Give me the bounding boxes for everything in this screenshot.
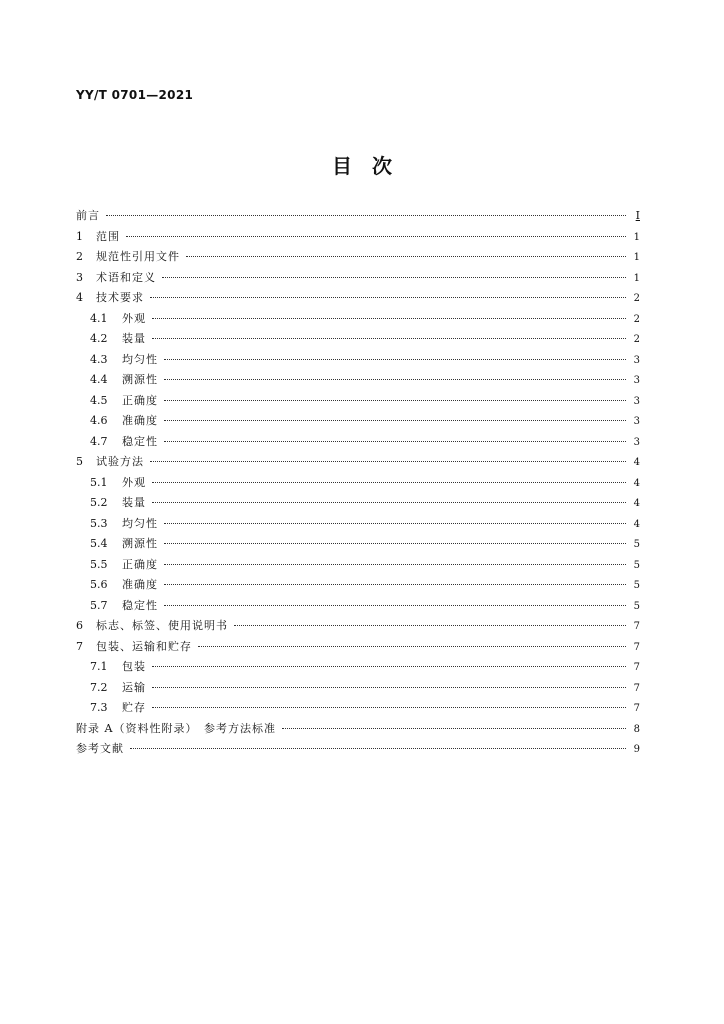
toc-entry-number: 6 (76, 619, 83, 632)
toc-entry-number: 4.4 (90, 373, 108, 386)
toc-dot-leader (164, 441, 626, 442)
toc-entry-label: 前言 (76, 209, 100, 222)
toc-entry[interactable] (76, 473, 640, 494)
toc-entry-label: 外观 (122, 475, 146, 489)
toc-entry[interactable] (76, 370, 640, 391)
toc-dot-leader (186, 256, 626, 257)
toc-entry-number: 4.7 (90, 434, 108, 448)
toc-entry[interactable] (76, 616, 640, 637)
toc-entry-page-number: 2 (633, 334, 640, 345)
toc-entry-page-number: 7 (633, 641, 640, 653)
toc-entry[interactable] (76, 206, 640, 227)
toc-dot-leader (152, 338, 626, 339)
toc-entry-number: 5.6 (90, 578, 108, 591)
toc-entry-label: 运输 (122, 680, 146, 694)
toc-entry[interactable] (76, 596, 640, 617)
toc-dot-leader (152, 318, 626, 319)
toc-dot-leader (162, 277, 626, 278)
toc-entry-number: 5 (76, 455, 83, 468)
toc-dot-leader (152, 687, 626, 688)
toc-entry-label: 试验方法 (96, 455, 144, 468)
toc-entry[interactable] (76, 555, 640, 576)
toc-entry-label: 均匀性 (122, 516, 158, 530)
toc-entry-label: 稳定性 (122, 434, 158, 448)
toc-entry-page-number: 1 (633, 272, 640, 284)
toc-entry-page-number: 5 (633, 580, 640, 591)
toc-entry[interactable] (76, 452, 640, 473)
toc-entry-page-number: 2 (633, 313, 640, 325)
toc-dot-leader (126, 236, 626, 237)
toc-entry-label: 技术要求 (96, 291, 144, 304)
toc-entry[interactable] (76, 698, 640, 719)
toc-entry[interactable] (76, 534, 640, 555)
toc-dot-leader (164, 400, 626, 401)
toc-entry[interactable] (76, 309, 640, 330)
toc-entry[interactable] (76, 575, 640, 596)
toc-entry-page-number: 9 (633, 744, 640, 755)
toc-entry[interactable] (76, 411, 640, 432)
toc-entry-page-number: 5 (633, 600, 640, 612)
toc-entry-label: 正确度 (122, 393, 158, 407)
toc-entry[interactable] (76, 493, 640, 514)
toc-entry-label: 术语和定义 (96, 270, 156, 284)
toc-entry-page-number: 4 (633, 518, 640, 530)
toc-dot-leader (198, 646, 626, 647)
toc-dot-leader (234, 625, 626, 626)
toc-entry-number: 7.3 (90, 701, 108, 714)
toc-entry-label: 标志、标签、使用说明书 (96, 619, 228, 632)
toc-entry-page-number: 4 (633, 498, 640, 509)
toc-entry-number: 5.4 (90, 537, 108, 550)
toc-entry-number: 7.1 (90, 660, 108, 673)
toc-entry-page-number: 3 (633, 354, 640, 366)
toc-entry-label: 均匀性 (122, 352, 158, 366)
toc-entry-label: 附录 A（资料性附录） 参考方法标准 (76, 721, 276, 735)
toc-dot-leader (164, 379, 626, 380)
toc-entry-page-number: 3 (633, 416, 640, 427)
toc-entry-label: 参考文献 (76, 742, 124, 755)
toc-entry-label: 外观 (122, 311, 146, 325)
document-code: YY/T 0701—2021 (76, 88, 194, 102)
toc-entry[interactable] (76, 678, 640, 699)
toc-entry-page-number: 7 (633, 662, 640, 673)
toc-dot-leader (150, 297, 626, 298)
toc-entry[interactable] (76, 514, 640, 535)
toc-entry-page-number: 7 (633, 621, 640, 632)
toc-entry-page-number: 5 (633, 539, 640, 550)
toc-entry-label: 包装 (122, 660, 146, 673)
table-of-contents (76, 206, 640, 760)
toc-entry-number: 3 (76, 270, 83, 284)
toc-entry-label: 正确度 (122, 557, 158, 571)
toc-entry[interactable] (76, 288, 640, 309)
toc-entry[interactable] (76, 391, 640, 412)
toc-entry-number: 4.5 (90, 393, 108, 407)
toc-entry-label: 装量 (122, 332, 146, 345)
toc-entry-page-number: 7 (633, 682, 640, 694)
toc-entry-number: 7 (76, 639, 83, 653)
toc-dot-leader (152, 707, 626, 708)
toc-dot-leader (152, 502, 626, 503)
toc-dot-leader (164, 564, 626, 565)
toc-entry-label: 范围 (96, 229, 120, 243)
toc-entry-label: 溯源性 (122, 537, 158, 550)
toc-entry-page-number: 3 (633, 375, 640, 386)
toc-entry-label: 贮存 (122, 701, 146, 714)
toc-dot-leader (164, 523, 626, 524)
toc-dot-leader (152, 666, 626, 667)
toc-entry-label: 规范性引用文件 (96, 250, 180, 263)
toc-entry-label: 包装、运输和贮存 (96, 639, 192, 653)
toc-entry[interactable] (76, 350, 640, 371)
toc-entry-number: 5.5 (90, 557, 108, 571)
toc-dot-leader (164, 359, 626, 360)
toc-entry[interactable] (76, 657, 640, 678)
toc-entry-number: 4 (76, 291, 83, 304)
toc-dot-leader (164, 543, 626, 544)
toc-dot-leader (152, 482, 626, 483)
toc-entry[interactable] (76, 329, 640, 350)
toc-entry-label: 准确度 (122, 414, 158, 427)
toc-dot-leader (164, 584, 626, 585)
toc-entry-number: 4.2 (90, 332, 108, 345)
toc-entry-page-number: 2 (633, 293, 640, 304)
toc-entry[interactable] (76, 268, 640, 289)
toc-dot-leader (106, 215, 626, 216)
toc-entry-page-number: 7 (633, 703, 640, 714)
toc-entry-page-number: 1 (633, 231, 640, 243)
toc-entry-number: 4.1 (90, 311, 108, 325)
toc-entry[interactable] (76, 637, 640, 658)
toc-entry[interactable] (76, 227, 640, 248)
toc-dot-leader (164, 605, 626, 606)
toc-entry-number: 2 (76, 250, 83, 263)
toc-entry-page-number: Ⅰ (635, 209, 640, 222)
toc-entry-label: 稳定性 (122, 598, 158, 612)
toc-entry-page-number: 8 (633, 723, 640, 735)
toc-entry-label: 装量 (122, 496, 146, 509)
toc-dot-leader (164, 420, 626, 421)
toc-entry-number: 5.1 (90, 475, 108, 489)
toc-dot-leader (150, 461, 626, 462)
toc-dot-leader (282, 728, 626, 729)
toc-entry-label: 溯源性 (122, 373, 158, 386)
toc-entry-number: 4.3 (90, 352, 108, 366)
toc-entry-number: 5.2 (90, 496, 108, 509)
toc-entry-page-number: 4 (633, 457, 640, 468)
toc-entry-page-number: 4 (633, 477, 640, 489)
toc-title: 目 次 (332, 154, 392, 178)
toc-entry[interactable] (76, 432, 640, 453)
toc-entry[interactable] (76, 739, 640, 760)
toc-entry-page-number: 1 (633, 252, 640, 263)
toc-entry-label: 准确度 (122, 578, 158, 591)
toc-entry-number: 5.3 (90, 516, 108, 530)
toc-entry-number: 7.2 (90, 680, 108, 694)
toc-entry[interactable] (76, 719, 640, 740)
toc-entry-number: 4.6 (90, 414, 108, 427)
toc-entry-number: 1 (76, 229, 83, 243)
toc-entry-page-number: 5 (633, 559, 640, 571)
toc-entry-number: 5.7 (90, 598, 108, 612)
toc-entry[interactable] (76, 247, 640, 268)
toc-dot-leader (130, 748, 626, 749)
toc-entry-page-number: 3 (633, 395, 640, 407)
toc-entry-page-number: 3 (633, 436, 640, 448)
